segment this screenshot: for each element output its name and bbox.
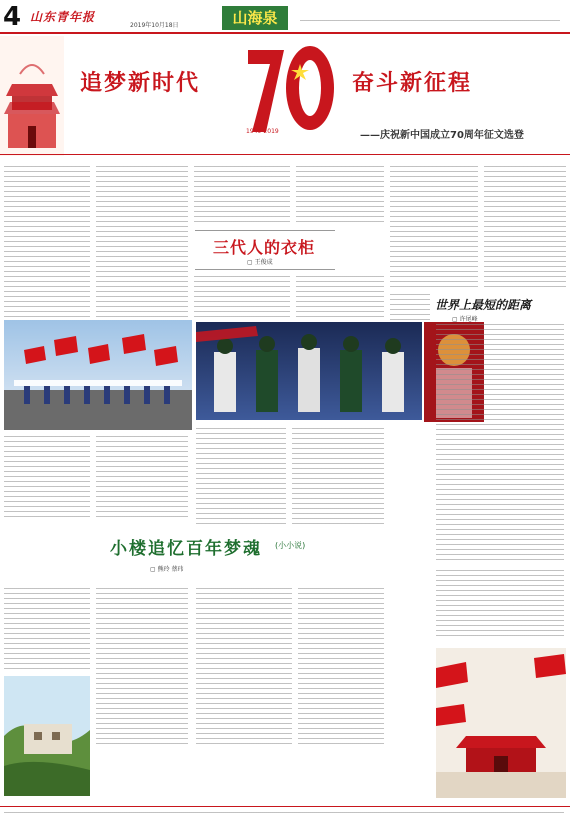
article-body-text	[292, 428, 384, 524]
poem-byline: ▢ 许尾峰	[452, 316, 478, 323]
story-byline: ▢ 熊玲 蔡玮	[150, 566, 184, 573]
story-title: 小楼追忆百年梦魂	[110, 539, 262, 559]
masthead: 山东青年报	[30, 10, 96, 24]
article-body-text	[484, 166, 566, 290]
article-body-text	[390, 226, 478, 290]
article-byline: ▢ 王俊成	[247, 259, 273, 266]
article-body-text	[96, 436, 188, 520]
article-body-text	[390, 166, 478, 222]
story-body-text	[298, 588, 384, 748]
campus-building-photo	[4, 676, 90, 796]
feature-banner	[0, 36, 570, 156]
article-body-text	[196, 428, 286, 524]
staff-credits	[300, 20, 560, 24]
story-body-text	[96, 588, 188, 748]
banner-subtitle: ——庆祝新中国成立70周年征文选登	[360, 130, 524, 141]
story-body-text	[196, 588, 292, 748]
poem-text	[436, 324, 564, 564]
poem-title: 世界上最短的距离	[435, 298, 532, 312]
article-body-text	[296, 166, 384, 222]
article-title-box	[195, 230, 335, 270]
banner-divider	[0, 154, 570, 155]
article-body-text	[194, 166, 290, 222]
page-number: 4	[3, 2, 22, 32]
article-body-text	[194, 276, 290, 320]
honor-guard-photo	[196, 322, 422, 420]
section-tab	[222, 6, 288, 30]
article-body-text	[4, 436, 90, 520]
article-body-text	[296, 276, 384, 320]
banner-years: 1949-2019	[246, 128, 279, 135]
article-body-text	[390, 294, 430, 320]
banner-title-right: 奋斗新征程	[352, 71, 473, 96]
story-subtitle: (小小说)	[275, 541, 306, 550]
article-title: 三代人的衣柜	[213, 238, 316, 257]
national-day-photo	[436, 648, 566, 798]
parade-flags-photo	[4, 320, 192, 430]
page-header	[0, 0, 570, 34]
poem-text	[436, 570, 564, 640]
tiananmen-icon	[0, 36, 64, 156]
banner-title-left: 追梦新时代	[80, 71, 201, 96]
story-body-text	[4, 588, 90, 672]
section-name: 山海泉	[232, 9, 278, 27]
issue-date: 2019年10月18日	[130, 22, 179, 29]
story-title-box	[110, 530, 350, 580]
page-footer	[0, 806, 570, 820]
